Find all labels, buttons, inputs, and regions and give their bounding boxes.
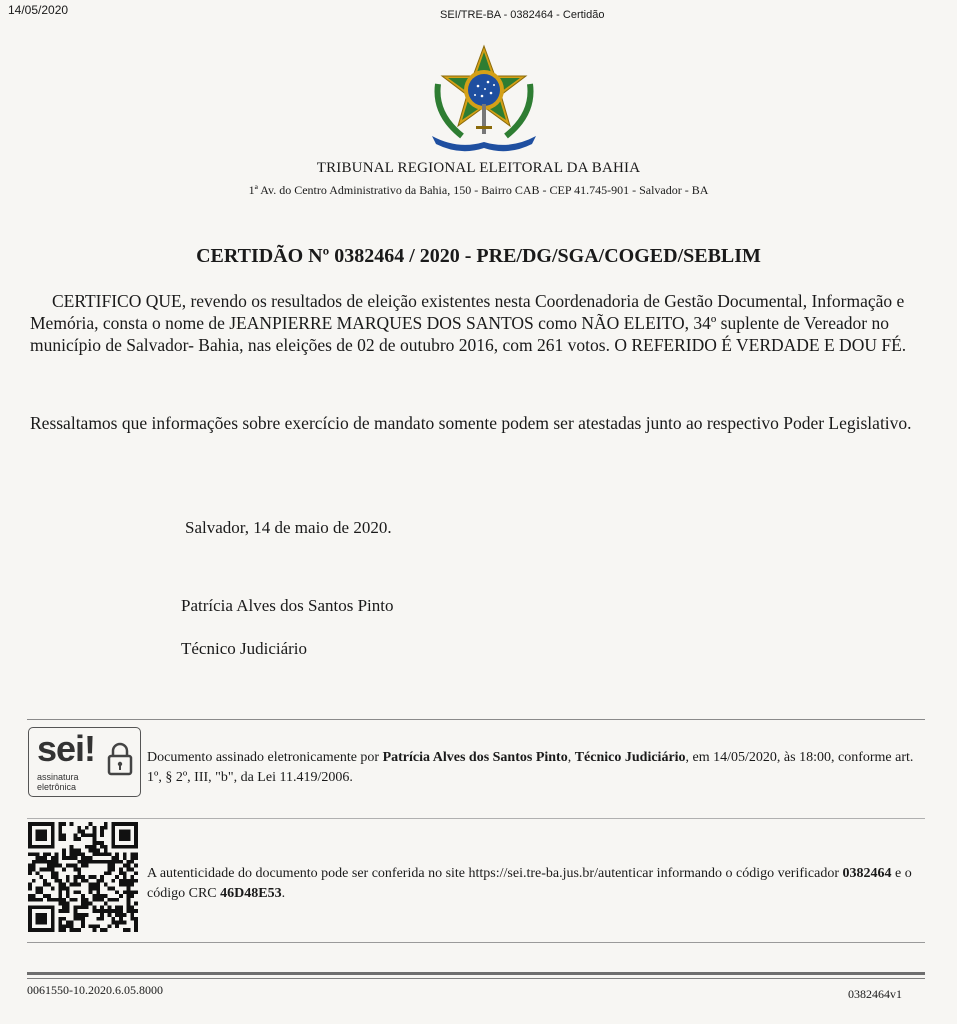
organization-name: TRIBUNAL REGIONAL ELEITORAL DA BAHIA <box>316 160 641 176</box>
signer-name: Patrícia Alves dos Santos Pinto <box>181 596 394 615</box>
place-and-date: Salvador, 14 de maio de 2020. <box>185 518 392 537</box>
document-version: 0382464v1 <box>848 987 902 1001</box>
header-date: 14/05/2020 <box>8 3 69 17</box>
legislative-notice-paragraph: Ressaltamos que informações sobre exercício de mandato somente podem ser atestadas junto ao respectivo Poder Legislativo. <box>30 413 912 433</box>
sei-logo-subtitle-2: eletrônica <box>37 782 77 792</box>
verifier-code: 0382464 <box>842 866 892 881</box>
certificate-title: CERTIDÃO Nº 0382464 / 2020 - PRE/DG/SGA/COGED/SEBLIM <box>196 245 761 267</box>
signature-signer-name: Patrícia Alves dos Santos Pinto <box>382 750 568 765</box>
sei-signature-logo <box>28 727 141 797</box>
sei-logo-subtitle-1: assinatura <box>37 772 79 782</box>
footer-divider-thin <box>27 978 925 979</box>
signature-signer-role: Técnico Judiciário <box>574 750 686 765</box>
brazil-coat-of-arms-icon <box>428 44 540 152</box>
sei-logo-word: sei! <box>37 728 96 769</box>
process-number: 0061550-10.2020.6.05.8000 <box>27 983 163 997</box>
divider <box>27 719 925 720</box>
certification-paragraph: CERTIFICO QUE, revendo os resultados de eleição existentes nesta Coordenadoria de Gestão Documental, Informação e Memória, consta o nome de JEANPIERRE MARQUES DOS SANTOS como NÃO ELEITO, 34º suplente de Vereador no município de Salvador- Bahia, nas eleições de 02 de outubro 2016, com 261 votos. O REFERIDO É VERDADE E DOU FÉ. <box>30 291 907 355</box>
footer-divider <box>27 972 925 975</box>
organization-address: 1ª Av. do Centro Administrativo da Bahia, 150 - Bairro CAB - CEP 41.745-901 - Salvador - BA <box>248 183 709 197</box>
crc-code: 46D48E53 <box>220 886 282 901</box>
divider <box>27 942 925 943</box>
divider <box>27 818 925 819</box>
signer-role: Técnico Judiciário <box>181 639 308 658</box>
qr-code-icon <box>28 822 138 932</box>
lock-icon <box>107 742 133 776</box>
header-document-reference: SEI/TRE-BA - 0382464 - Certidão <box>440 9 605 21</box>
authenticity-statement: A autenticidade do documento pode ser conferida no site https://sei.tre-ba.jus.br/autenticar informando o código verificador 0382464 e o código CRC 46D48E53. <box>147 866 912 901</box>
electronic-signature-statement: Documento assinado eletronicamente por Patrícia Alves dos Santos Pinto, Técnico Judiciário, em 14/05/2020, às 18:00, conforme art. 1º, § 2º, III, "b", da Lei 11.419/2006. <box>147 750 914 785</box>
